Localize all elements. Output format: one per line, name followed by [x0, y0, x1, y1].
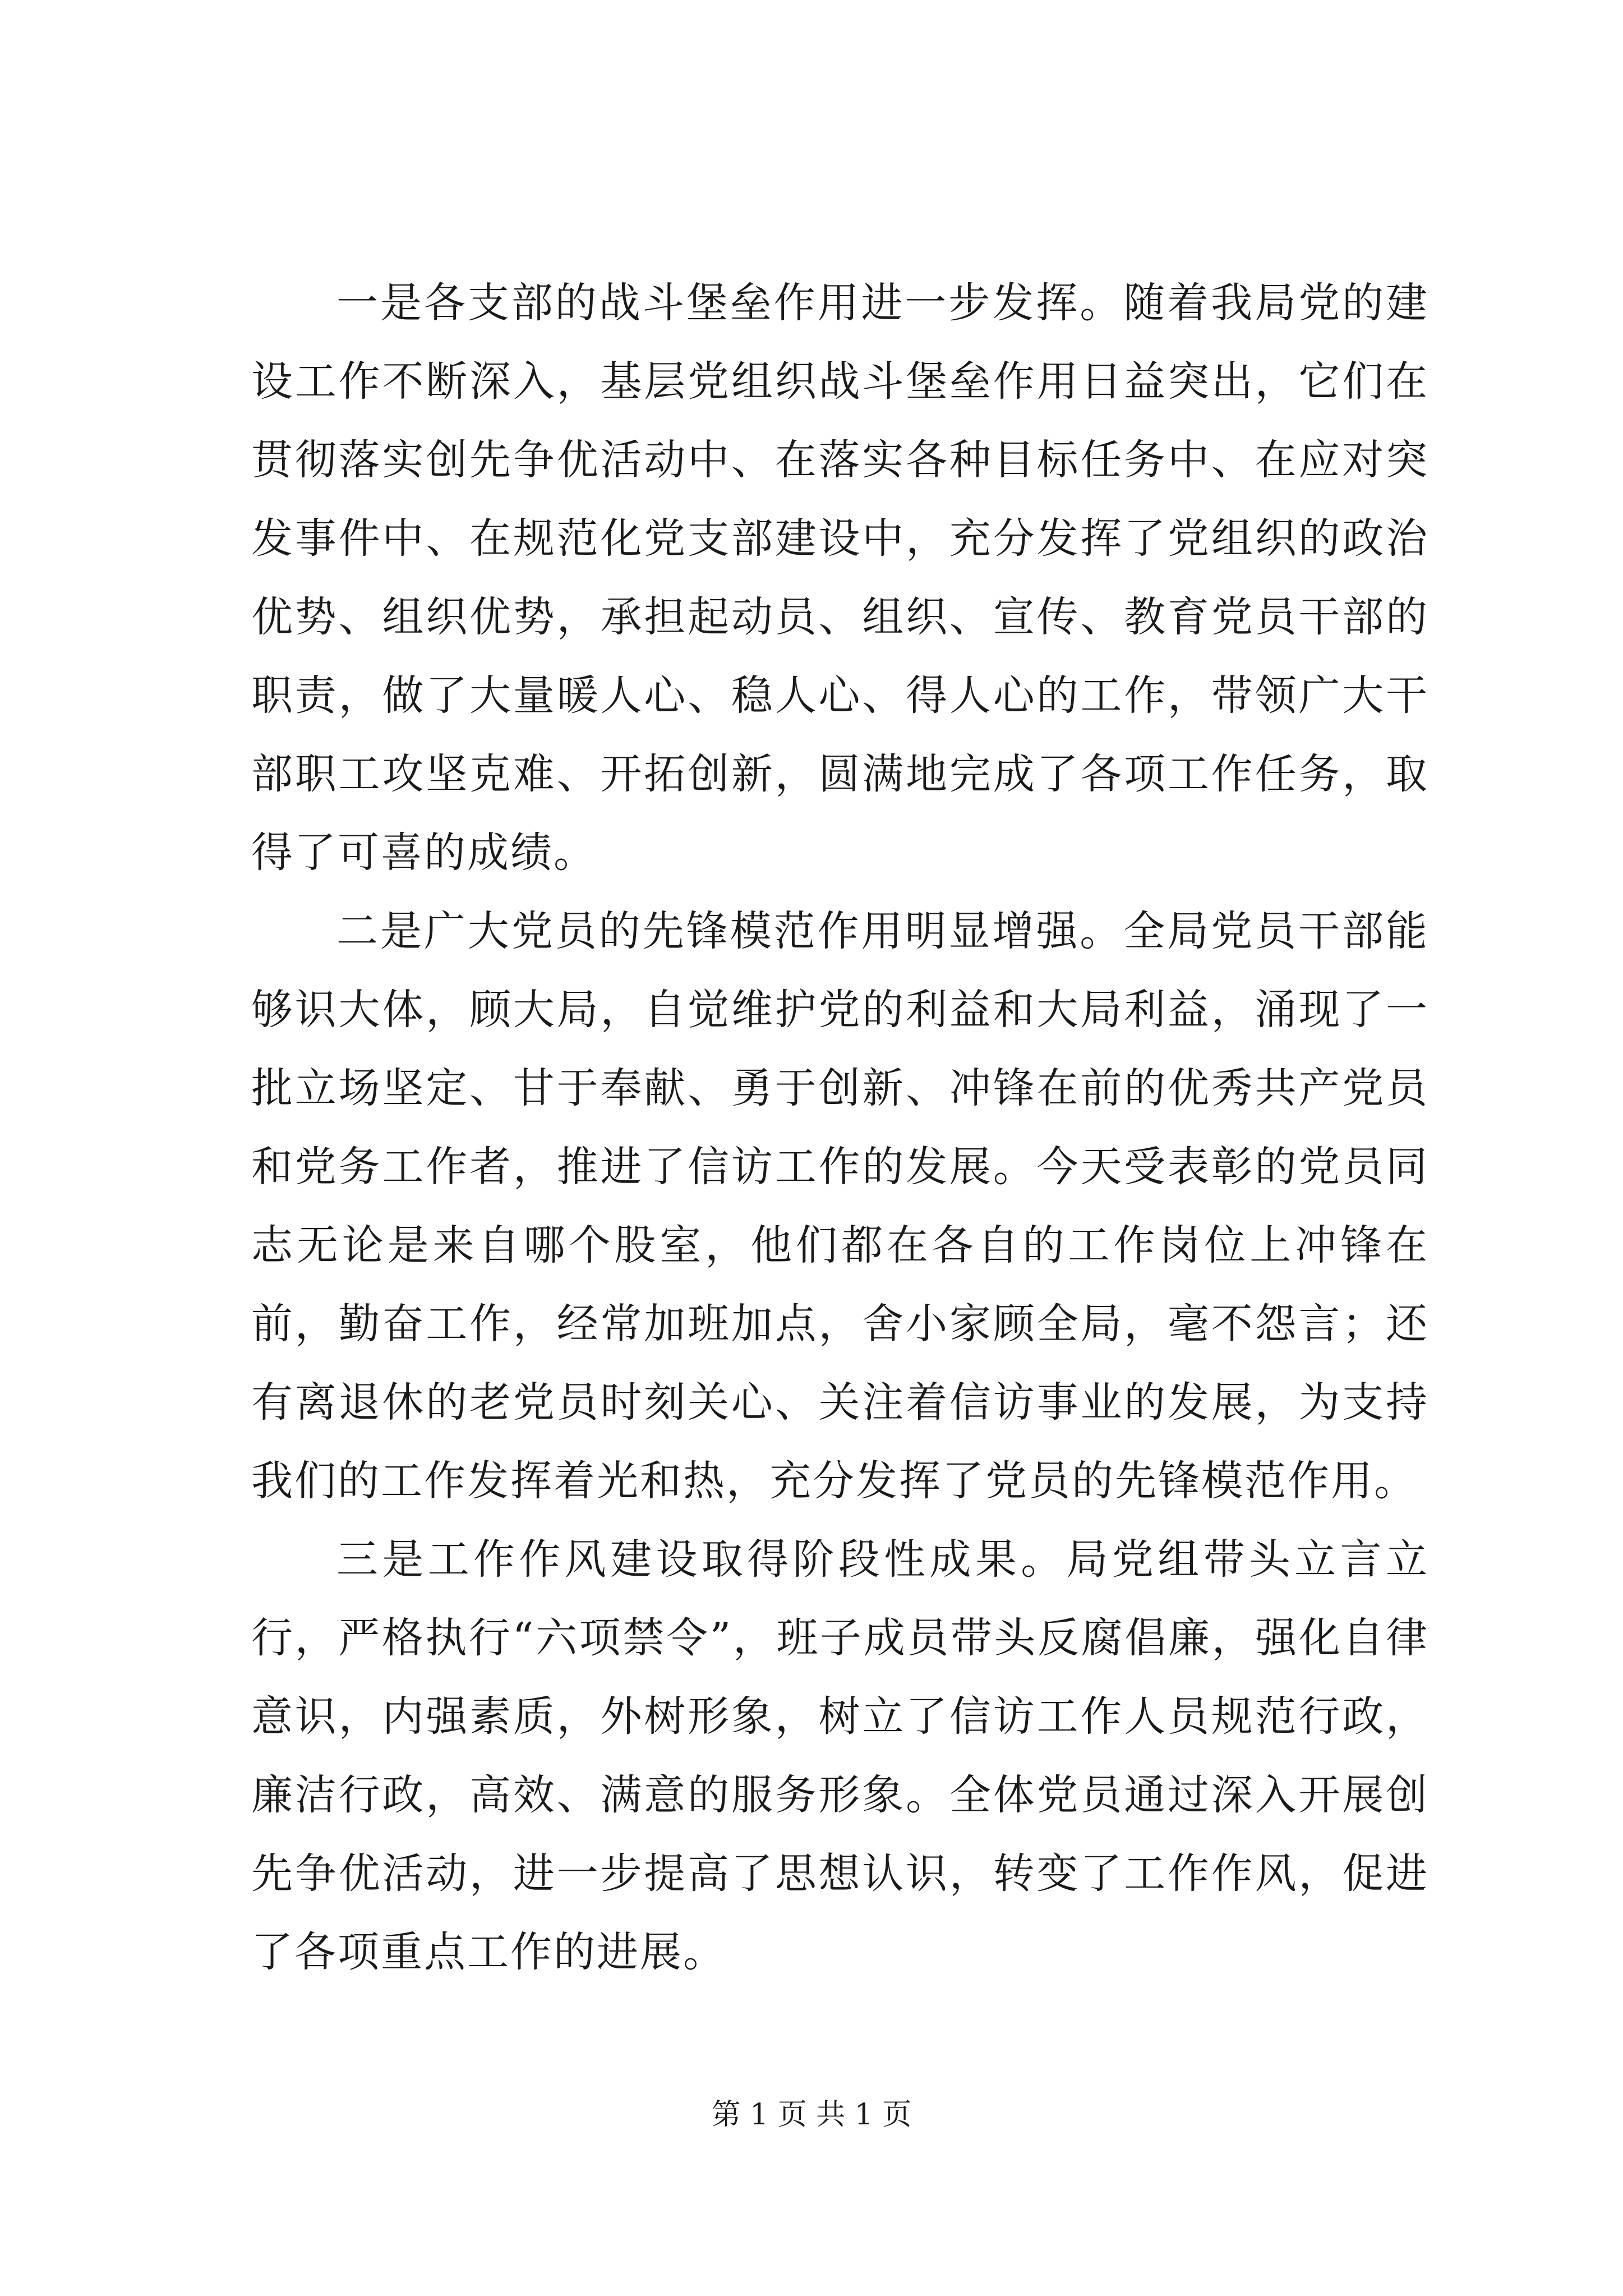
page-footer: 第 1 页 共 1 页: [711, 2098, 912, 2132]
document-body: [251, 264, 1429, 1991]
paragraph-3: 三是工作作风建设取得阶段性成果。局党组带头立言立行，严格执行“六项禁令”，班子成员带头反腐倡廉，强化自律意识，内强素质，外树形象，树立了信访工作人员规范行政，廉洁行政，高效、满意的服务形象。全体党员通过深入开展创先争优活动，进一步提高了思想认识，转变了工作作风，促进了各项重点工作的进展。: [251, 1535, 1429, 1976]
paragraph-2: 二是广大党员的先锋模范作用明显增强。全局党员干部能够识大体，顾大局，自觉维护党的利益和大局利益，涌现了一批立场坚定、甘于奉献、勇于创新、冲锋在前的优秀共产党员和党务工作者，推进了信访工作的发展。今天受表彰的党员同志无论是来自哪个股室，他们都在各自的工作岗位上冲锋在前，勤奋工作，经常加班加点，舍小家顾全局，毫不怨言；还有离退休的老党员时刻关心、关注着信访事业的发展，为支持我们的工作发挥着光和热，充分发挥了党员的先锋模范作用。: [251, 907, 1429, 1505]
paragraph-1: 一是各支部的战斗堡垒作用进一步发挥。随着我局党的建设工作不断深入，基层党组织战斗堡垒作用日益突出，它们在贯彻落实创先争优活动中、在落实各种目标任务中、在应对突发事件中、在规范化党支部建设中，充分发挥了党组织的政治优势、组织优势，承担起动员、组织、宣传、教育党员干部的职责，做了大量暖人心、稳人心、得人心的工作，带领广大干部职工攻坚克难、开拓创新，圆满地完成了各项工作任务，取得了可喜的成绩。: [251, 279, 1429, 877]
